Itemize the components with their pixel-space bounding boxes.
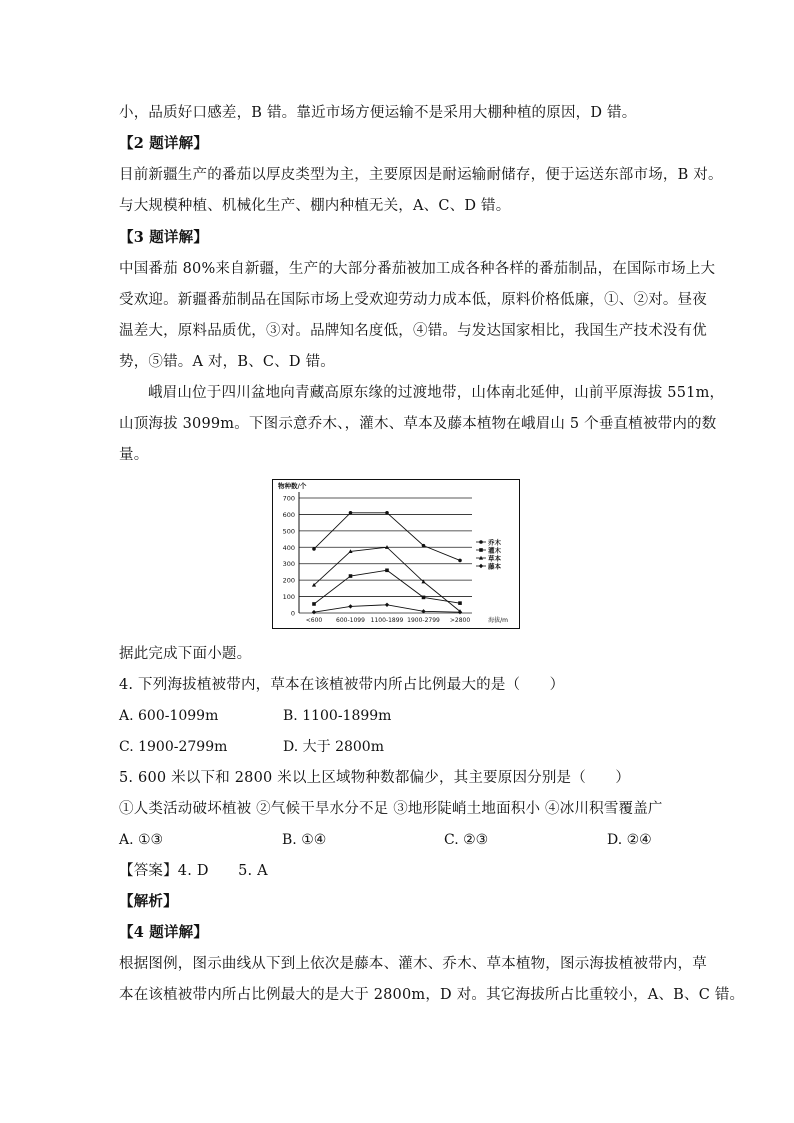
passage-line-2: 山顶海拔 3099m。下图示意乔木、，灌木、草本及藤本植物在峨眉山 5 个垂直植被带内的数	[119, 416, 717, 432]
point-乔木-2	[385, 511, 389, 515]
q4-option-d: D. 大于 2800m	[283, 739, 384, 755]
x-tick-label-4: >2800	[449, 617, 471, 624]
explanation-line-2: 本在该植被带内所占比例最大的是大于 2800m，D 对。其它海拔所占比重较小，A、B、C 错。	[119, 987, 745, 1003]
section-heading-4: 【4 题详解】	[119, 924, 209, 941]
y-tick-label-200: 200	[282, 576, 295, 585]
x-tick-label-3: 1900-2799	[407, 617, 440, 624]
legend-marker-乔木	[479, 540, 483, 544]
y-tick-label-400: 400	[282, 543, 295, 552]
point-灌木-3	[422, 596, 426, 600]
q4-option-a: A. 600-1099m	[119, 708, 219, 724]
y-tick-label-100: 100	[282, 593, 295, 602]
legend-marker-灌木	[479, 548, 483, 552]
section-heading-2: 【2 题详解】	[119, 135, 209, 152]
q5-statements: ①人类活动破坏植被 ②气候干旱水分不足 ③地形陡峭土地面积小 ④冰川积雪覆盖广	[119, 801, 663, 817]
section-heading-3: 【3 题详解】	[119, 229, 209, 246]
point-乔木-4	[458, 559, 462, 563]
q4-option-b: B. 1100-1899m	[283, 708, 392, 724]
y-tick-label-500: 500	[282, 527, 295, 536]
q4-option-c: C. 1900-2799m	[119, 739, 228, 755]
legend-label-灌木: 灌木	[488, 546, 501, 555]
y-tick-label-700: 700	[282, 494, 295, 503]
species-line-chart	[272, 479, 520, 629]
q5-option-c: C. ②③	[444, 832, 489, 848]
point-乔木-1	[349, 511, 353, 515]
question-4: 4. 下列海拔植被带内，草本在该植被带内所占比例最大的是（ ）	[119, 677, 565, 693]
y-tick-label-600: 600	[282, 510, 295, 519]
legend-label-藤本: 藤本	[488, 562, 501, 571]
text-line-1: 小，品质好口感差，B 错。靠近市场方便运输不是采用大棚种植的原因，D 错。	[119, 105, 637, 121]
passage-line-3: 量。	[119, 447, 149, 463]
legend-label-乔木: 乔木	[488, 538, 501, 547]
explanation-line-1: 根据图例，图示曲线从下到上依次是藤本、灌木、乔木、草本植物，图示海拔植被带内，草	[119, 956, 707, 972]
y-axis-label: 物种数/个	[278, 482, 307, 490]
q5-option-a: A. ①③	[119, 832, 164, 848]
x-tick-label-2: 1100-1899	[370, 617, 404, 624]
point-灌木-1	[349, 574, 353, 578]
point-灌木-2	[385, 568, 389, 572]
x-tick-label-0: <600	[305, 617, 323, 624]
point-灌木-0	[312, 602, 316, 606]
text-line-7: 受欢迎。新疆番茄制品在国际市场上受欢迎劳动力成本低，原料价格低廉，①、②对。昼夜	[119, 292, 707, 308]
text-line-4: 与大规模种植、机械化生产、棚内种植无关，A、C、D 错。	[119, 198, 511, 214]
y-tick-label-0: 0	[290, 609, 295, 618]
q5-option-b: B. ①④	[282, 832, 327, 848]
q5-option-d: D. ②④	[607, 832, 652, 848]
x-axis-label: 海拔/m	[488, 617, 508, 624]
text-line-3: 目前新疆生产的番茄以厚皮类型为主，主要原因是耐运输耐储存，便于运送东部市场，B 对。	[119, 167, 723, 183]
x-tick-label-1: 600-1099	[336, 617, 365, 624]
legend-label-草本: 草本	[488, 554, 501, 563]
analysis-heading: 【解析】	[119, 893, 178, 910]
passage-line-1: 峨眉山位于四川盆地向青藏高原东缘的过渡地带，山体南北延伸，山前平原海拔 551m，	[148, 385, 725, 401]
point-乔木-3	[422, 544, 426, 548]
answer-line: 【答案】4. D 5. A	[119, 863, 268, 879]
text-line-6: 中国番茄 80%来自新疆，生产的大部分番茄被加工成各种各样的番茄制品，在国际市场上大	[119, 261, 716, 277]
y-tick-label-300: 300	[282, 560, 295, 569]
point-乔木-0	[312, 547, 316, 551]
point-灌木-4	[458, 601, 462, 605]
text-line-8: 温差大，原料品质优，③对。品牌知名度低，④错。与发达国家相比，我国生产技术没有优	[119, 323, 707, 339]
question-5: 5. 600 米以下和 2800 米以上区域物种数都偏少，其主要原因分别是（ ）	[119, 770, 631, 786]
instruction-line: 据此完成下面小题。	[119, 646, 252, 662]
text-line-9: 势，⑤错。A 对，B、C、D 错。	[119, 354, 335, 370]
